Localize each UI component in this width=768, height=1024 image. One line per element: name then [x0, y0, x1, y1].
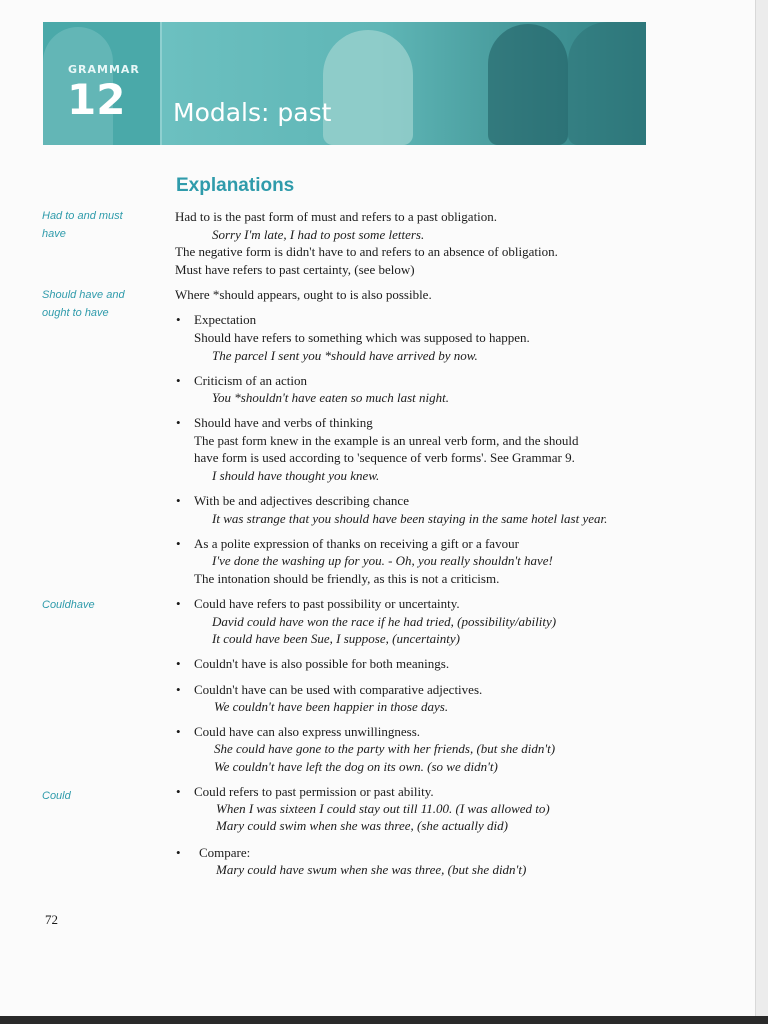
banner-label: GRAMMAR [68, 63, 140, 76]
text-line: Should have refers to something which was supposed to happen. [194, 330, 530, 345]
banner-number: 12 [67, 75, 126, 124]
text-line: Couldn't have is also possible for both meanings. [194, 656, 450, 671]
example-line: She could have gone to the party with her friends, (but she didn't) [214, 741, 556, 756]
text-line: Could have refers to past possibility or uncertainty. [194, 596, 460, 611]
example-line: I should have thought you knew. [212, 468, 380, 483]
text-line: Criticism of an action [194, 373, 308, 388]
example-line: Mary could have swum when she was three, (but she didn't) [216, 862, 527, 877]
bullet: • [176, 415, 181, 430]
bullet: • [176, 656, 181, 671]
text-line: Expectation [194, 312, 257, 327]
text-line: The intonation should be friendly, as this is not a criticism. [194, 571, 500, 586]
text-line: Couldn't have can be used with comparative adjectives. [194, 682, 483, 697]
text-line: As a polite expression of thanks on receiving a gift or a favour [194, 536, 519, 551]
text-line: Had to is the past form of must and refers to a past obligation. [175, 209, 498, 224]
text-line: Must have refers to past certainty, (see below) [175, 262, 415, 277]
bullet: • [176, 536, 181, 551]
example-line: We couldn't have left the dog on its own. (so we didn't) [214, 759, 498, 774]
side-note: Should have and ought to have [42, 289, 125, 319]
text-line: have form is used according to 'sequence of verb forms'. See Grammar 9. [194, 450, 575, 465]
chapter-banner [43, 22, 646, 145]
text-line: The past form knew in the example is an unreal verb form, and the should [194, 433, 579, 448]
example-line: You *shouldn't have eaten so much last night. [212, 390, 450, 405]
example-line: Mary could swim when she was three, (she actually did) [216, 818, 508, 833]
side-note: Could [42, 790, 71, 802]
photo-figure [488, 24, 568, 145]
page-number: 72 [45, 912, 58, 927]
banner-divider [160, 22, 162, 145]
bullet: • [176, 312, 181, 327]
section-heading: Explanations [176, 175, 295, 196]
example-line: It was strange that you should have been staying in the same hotel last year. [212, 511, 608, 526]
text-line: Should have and verbs of thinking [194, 415, 373, 430]
example-line: I've done the washing up for you. - Oh, you really shouldn't have! [212, 553, 553, 568]
text-line: The negative form is didn't have to and refers to an absence of obligation. [175, 244, 558, 259]
text-line: Could have can also express unwillingness. [194, 724, 421, 739]
bullet: • [176, 845, 181, 860]
photo-figure [568, 22, 646, 145]
text-line: Could refers to past permission or past ability. [194, 784, 434, 799]
example-line: Sorry I'm late, I had to post some letters. [212, 227, 425, 242]
example-line: When I was sixteen I could stay out till 11.00. (I was allowed to) [216, 801, 550, 816]
banner-title: Modals: past [173, 98, 332, 127]
bullet: • [176, 784, 181, 799]
example-line: It could have been Sue, I suppose, (uncertainty) [212, 631, 461, 646]
page-bottom-edge [0, 1016, 768, 1024]
example-line: We couldn't have been happier in those days. [214, 699, 449, 714]
example-line: David could have won the race if he had tried, (possibility/ability) [212, 614, 557, 629]
photo-figure [323, 30, 413, 145]
text-line: Compare: [199, 845, 251, 860]
side-note: Had to and must have [42, 210, 123, 240]
bullet: • [176, 682, 181, 697]
text-line: With be and adjectives describing chance [194, 493, 409, 508]
text-line: Where *should appears, ought to is also possible. [175, 287, 432, 302]
bullet: • [176, 493, 181, 508]
example-line: The parcel I sent you *should have arrived by now. [212, 348, 478, 363]
side-note: Couldhave [42, 599, 95, 611]
bullet: • [176, 596, 181, 611]
bullet: • [176, 373, 181, 388]
bullet: • [176, 724, 181, 739]
